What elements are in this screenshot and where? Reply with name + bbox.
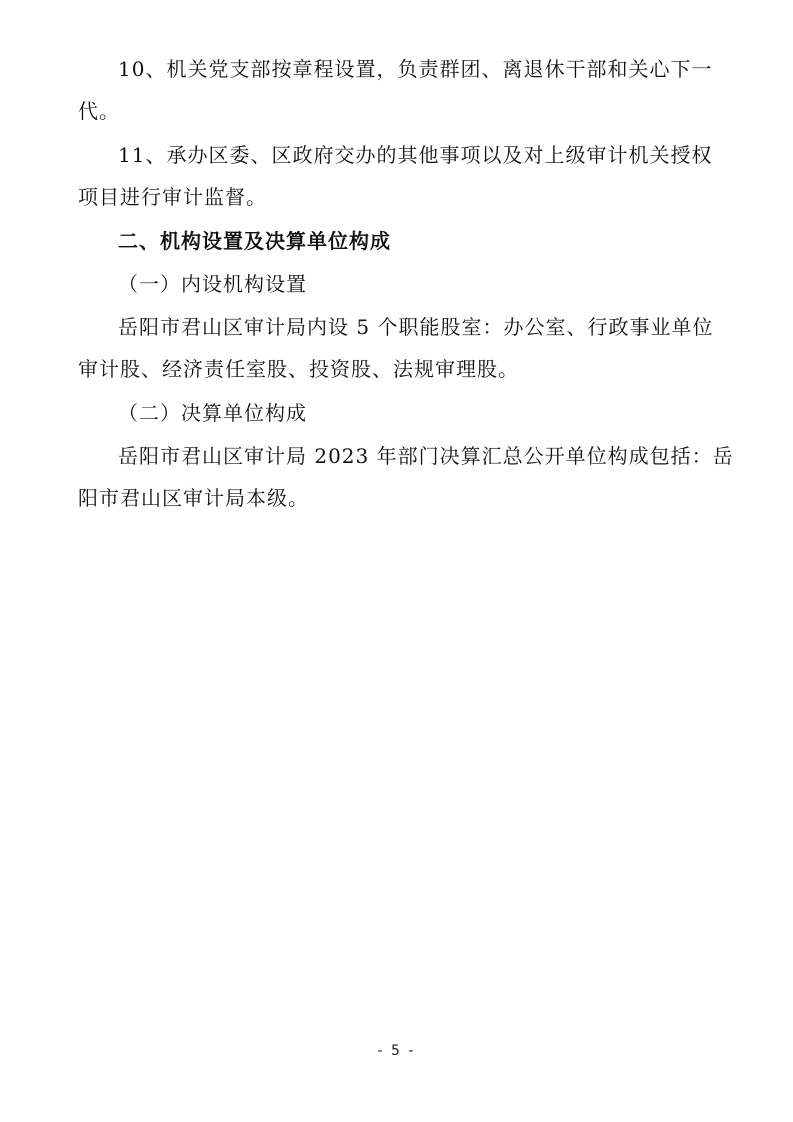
subsection-heading-units [118, 392, 718, 434]
subheading-text: （二）决算单位构成 [118, 401, 307, 425]
paragraph-budget-units [78, 435, 734, 519]
text-line: 阳市君山区审计局本级。 [78, 486, 309, 510]
paragraph-item-11 [78, 134, 718, 218]
heading-text: 二、机构设置及决算单位构成 [118, 229, 391, 253]
text-line: 岳阳市君山区审计局 2023 年部门决算汇总公开单位构成包括：岳 [118, 444, 734, 468]
paragraph-internal-departments [78, 306, 718, 390]
subsection-heading-internal [118, 263, 718, 305]
section-heading [118, 220, 718, 262]
text-line: 11、承办区委、区政府交办的其他事项以及对上级审计机关授权 [118, 143, 713, 167]
paragraph-item-10 [78, 48, 718, 132]
text-line: 10、机关党支部按章程设置，负责群团、离退休干部和关心下一 [118, 57, 713, 81]
text-line: 岳阳市君山区审计局内设 5 个职能股室：办公室、行政事业单位 [118, 315, 714, 339]
subheading-text: （一）内设机构设置 [118, 272, 307, 296]
text-line: 代。 [78, 99, 120, 123]
text-line: 审计股、经济责任室股、投资股、法规审理股。 [78, 357, 519, 381]
text-line: 项目进行审计监督。 [78, 185, 267, 209]
page-number: - 5 - [377, 1043, 416, 1059]
